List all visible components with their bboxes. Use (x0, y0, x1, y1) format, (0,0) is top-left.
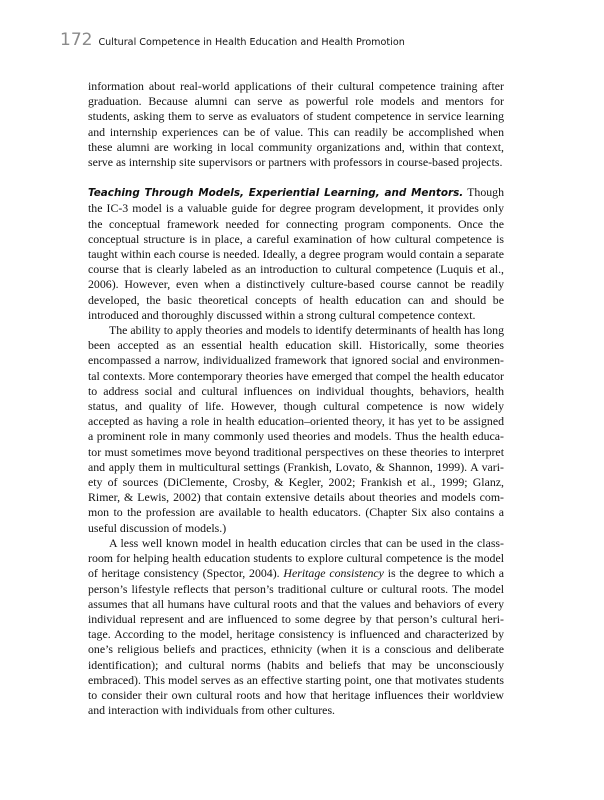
paragraph-teaching-models (88, 185, 504, 323)
body-text (88, 79, 504, 718)
running-title: Cultural Competence in Health Education and Health Promotion (98, 37, 405, 48)
heritage-consistency-term: Heritage consistency (283, 566, 384, 581)
paragraph-teaching-models-text: Though the IC-3 model is a valuable guide for degree program development, it provides only the conceptual framework needed for connecting program components. Once the conceptual structure is in place, a careful examination of how cultural competence is taught within each course is needed. Ideally, a degree program would contain a separate course that is clearly labeled as an introduction to cultural competence (Luquis et al., 2006). However, even when a distinctively culture-based course cannot be readily developed, the basic theoretical concepts of health education can and should be introduced and thoroughly discussed within a strong cultural competence context. (88, 185, 505, 322)
paragraph-heritage-consistency (88, 536, 504, 718)
run-in-heading: Teaching Through Models, Experiential Learning, and Mentors. (88, 187, 464, 200)
paragraph-alumni: information about real-world applications of their cultural competence training after graduation. Because alumni can serve as powerful role models and mentors for students, asking them to serve as evaluators of student competence in service learning and internship experiences can be of value. This can readily be accomplished when these alumni are working in local community organizations and, within that context, serve as internship site supervisors or partners with professors in course-based projects. (88, 79, 504, 170)
running-header (60, 30, 560, 54)
paragraph-theories: The ability to apply theories and models to identify determinants of health has long been accepted as an essential health education skill. Historically, some theories encompassed a narrow, individualized framework that ignored social and environmental contexts. More contemporary theories have emerged that compel the health educator to address social and cultural influences on individual thoughts, behaviors, health status, and quality of life. However, though cultural competence is now widely accepted as having a role in health education–oriented theory, it has yet to be assigned a prominent role in many commonly used theories and models. Thus the health educator must sometimes move beyond traditional perspectives on these theories to interpret and apply them in multicultural settings (Frankish, Lovato, & Shannon, 1999). A variety of sources (DiClemente, Crosby, & Kegler, 2002; Frankish et al., 1999; Glanz, Rimer, & Lewis, 2002) that contain extensive details about theories and models common to the profession are available to health educators. (Chapter Six also contains a useful discussion of models.) (88, 323, 504, 535)
page-number: 172 (60, 30, 93, 50)
heritage-text-end: is the degree to which a person’s lifestyle reflects that person’s traditional culture or cultural roots. The model assumes that all humans have cultural roots and that the values and behaviors of every individual represent and are influenced to some degree by that person’s cultural heritage. According to the model, heritage consistency is influenced and characterized by one’s religious beliefs and practices, ethnicity (when it is a conscious and deliberate identification); and cultural norms (habits and beliefs that may be unconsciously embraced). This model serves as an effective starting point, one that motivates students to consider their own cultural roots and how that heritage influences their worldview and interaction with individuals from other cultures. (88, 566, 504, 718)
heritage-text-start: A less well known model in health education circles that can be used in the classroom for helping health education students to explore cultural competence is the model of heritage consistency (Spector, 2004). (88, 535, 504, 581)
